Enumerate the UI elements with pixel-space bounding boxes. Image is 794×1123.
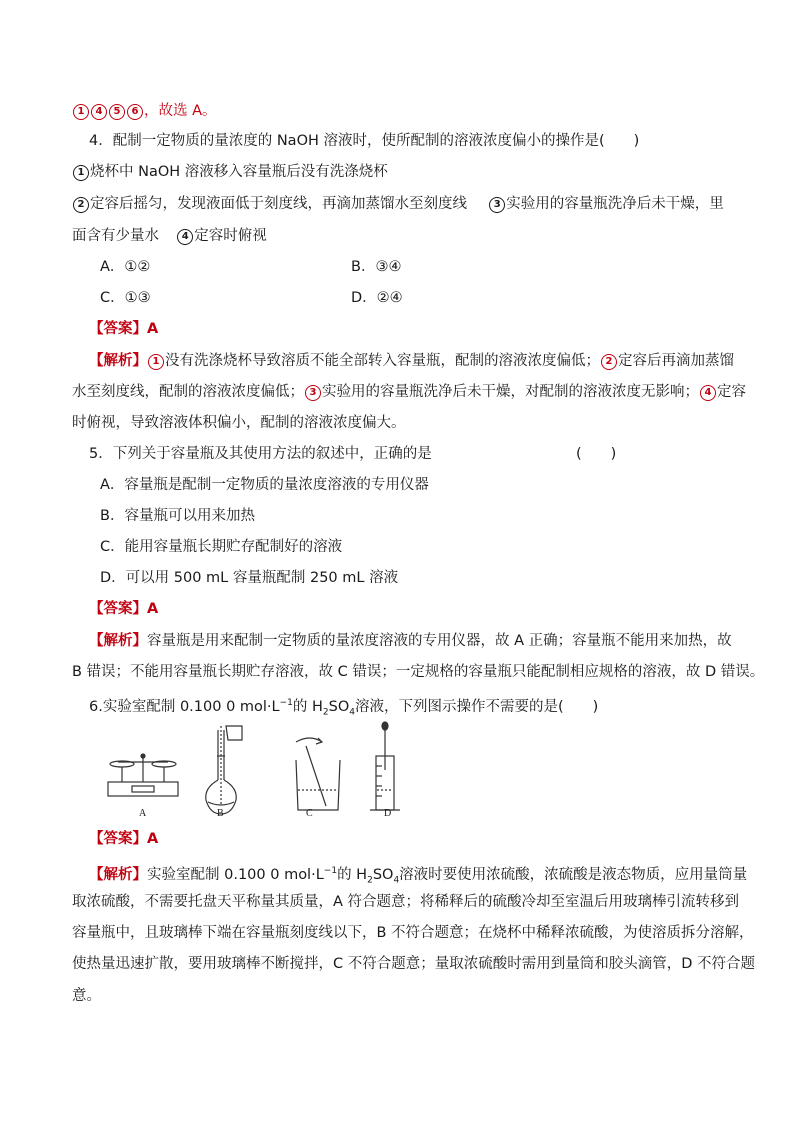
q6-analysis-line-1: 【解析】实验室配制 0.100 0 $mol\cdot L^{-1}$的 $H_2SO_4$溶液时要使用浓硫酸，浓硫酸是液态物质，应用量筒量 xyxy=(89,866,748,886)
q5-option-c: C．能用容量瓶长期贮存配制好的溶液 xyxy=(100,539,343,555)
fig-label-b: B xyxy=(217,808,224,819)
circled-5: 5 xyxy=(109,104,125,120)
q5-answer: 【答案】A xyxy=(89,601,159,617)
circled-3: 3 xyxy=(489,197,505,213)
q3-circled-numbers xyxy=(72,103,144,119)
fig-label-a: A xyxy=(139,808,147,819)
q4-option-d: D．②④ xyxy=(351,290,403,306)
q4-analysis-line-2: 水至刻度线，配制的溶液浓度偏低； 3 实验用的容量瓶洗净后未干燥，对配制的溶液浓度无影响； 4 定容 xyxy=(72,384,746,400)
q6-answer: 【答案】A xyxy=(89,831,159,847)
q4-analysis-line-3: 时俯视，导致溶液体积偏小，配制的溶液浓度偏大。 xyxy=(72,415,406,431)
q5-analysis-line-2: B 错误；不能用容量瓶长期贮存溶液，故 C 错误；一定规格的容量瓶只能配制相应规格的溶液，故 D 错误。 xyxy=(72,664,765,680)
q4-item-1: 1 烧杯中 NaOH 溶液移入容量瓶后没有洗涤烧杯 xyxy=(72,161,722,183)
fig-label-c: C xyxy=(306,808,313,819)
q5-paren: ( ) xyxy=(576,446,617,462)
q4-option-a: A．①② xyxy=(100,259,151,275)
q6-stem: 6.实验室配制 0.100 0 $mol\cdot L^{-1}$的 $H_2SO_4$溶液，下列图示操作不需要的是( ) xyxy=(89,698,599,718)
q6-figures xyxy=(100,720,430,820)
circled-4: 4 xyxy=(177,229,193,245)
q4-answer: 【答案】A xyxy=(89,321,159,337)
q5-option-a: A．容量瓶是配制一定物质的量浓度溶液的专用仪器 xyxy=(100,477,429,493)
q4-item-3-4: 面含有少量水 4 定容时俯视 xyxy=(72,228,267,244)
balance-icon xyxy=(108,754,178,796)
q5-option-d: D．可以用 500 mL 容量瓶配制 250 mL 溶液 xyxy=(100,570,399,586)
q4-option-b: B．③④ xyxy=(351,259,402,275)
lab-apparatus-figure xyxy=(100,720,430,820)
beaker-stirring-icon xyxy=(296,738,340,810)
volumetric-flask-icon xyxy=(206,726,242,814)
q6-analysis-line-2: 取浓硫酸，不需要托盘天平称量其质量，A 符合题意；将稀释后的硫酸冷却至室温后用玻璃棒引流转移到 xyxy=(72,894,740,910)
fig-label-d: D xyxy=(384,808,392,819)
circled-1: 1 xyxy=(73,104,89,120)
q4-analysis-line-1: 【解析】 1 没有洗涤烧杯导致溶质不能全部转入容量瓶，配制的溶液浓度偏低； 2 定容后再滴加蒸馏 xyxy=(89,353,734,369)
q6-analysis-line-5: 意。 xyxy=(72,988,101,1004)
q3-answer-tail xyxy=(72,100,722,122)
q3-tail-text: ，故选 A。 xyxy=(144,103,217,119)
q5-option-b: B．容量瓶可以用来加热 xyxy=(100,508,255,524)
q5-stem: 5．下列关于容量瓶及其使用方法的叙述中，正确的是 xyxy=(89,446,432,462)
circled-2: 2 xyxy=(73,197,89,213)
q4-option-c: C．①③ xyxy=(100,290,151,306)
q4-stem: 4．配制一定物质的量浓度的 NaOH 溶液时，使所配制的溶液浓度偏小的操作是( ) xyxy=(89,133,640,149)
circled-1: 1 xyxy=(73,165,89,181)
q4-item-2-3: 2 定容后摇匀，发现液面低于刻度线，再滴加蒸馏水至刻度线 3 实验用的容量瓶洗净后未干燥，里 xyxy=(72,193,722,215)
circled-6: 6 xyxy=(127,104,143,120)
graduated-cylinder-icon xyxy=(370,722,400,810)
q5-analysis-line-1: 【解析】容量瓶是用来配制一定物质的量浓度溶液的专用仪器，故 A 正确；容量瓶不能用来加热，故 xyxy=(89,633,732,649)
q6-analysis-line-4: 使热量迅速扩散，要用玻璃棒不断搅拌，C 不符合题意；量取浓硫酸时需用到量筒和胶头滴管，D 不符合题 xyxy=(72,956,756,972)
q6-analysis-line-3: 容量瓶中，且玻璃棒下端在容量瓶刻度线以下，B 不符合题意；在烧杯中稀释浓硫酸，为使溶质拆分溶解， xyxy=(72,925,754,941)
circled-4: 4 xyxy=(91,104,107,120)
